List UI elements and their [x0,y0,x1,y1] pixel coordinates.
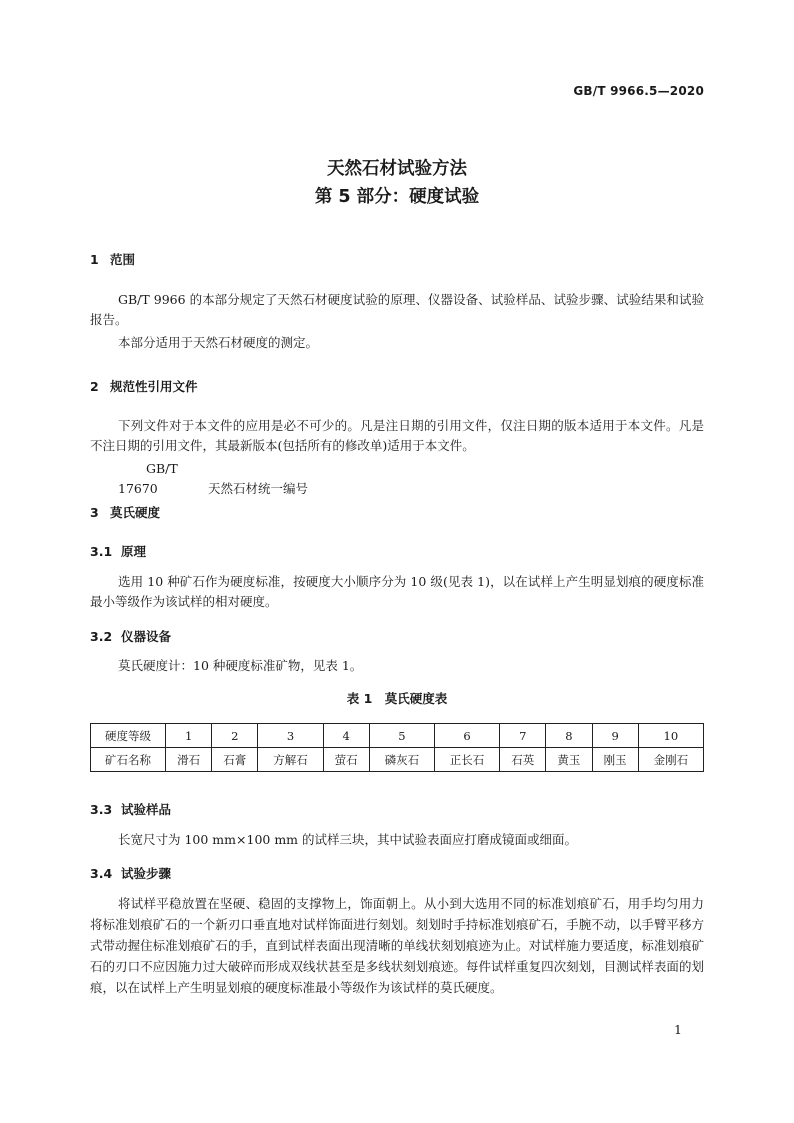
table-cell: 4 [323,724,369,748]
table-cell: 7 [500,724,546,748]
section-3-4-heading [90,864,171,882]
section-title: 仪器设备 [121,629,172,644]
section-number: 3.1 [90,544,113,559]
section-title: 莫氏硬度 [110,505,161,520]
table-cell: 金刚石 [638,748,703,772]
section-number: 3.2 [90,629,113,644]
table-cell: 刚玉 [592,748,638,772]
section-title: 规范性引用文件 [110,379,198,394]
table-cell: 10 [638,724,703,748]
table-cell: 2 [212,724,258,748]
section-3-heading [90,503,160,521]
section-number: 3.3 [90,802,113,817]
standard-code: GB/T 9966.5—2020 [573,84,704,98]
section-3-1-heading [90,542,146,560]
table-cell: 3 [258,724,323,748]
table-cell: 黄玉 [546,748,592,772]
section-title: 试验步骤 [121,866,172,881]
table-cell: 磷灰石 [369,748,434,772]
table-cell: 石膏 [212,748,258,772]
section-number: 1 [90,252,99,267]
section-number: 2 [90,379,99,394]
section-title: 范围 [110,252,136,267]
section-3-3-heading [90,800,171,818]
section-1-paragraph-1: GB/T 9966 的本部分规定了天然石材硬度试验的原理、仪器设备、试验样品、试验步骤、试验结果和试验报告。 [90,292,704,327]
table-row-label: 矿石名称 [91,748,166,772]
table-cell: 5 [369,724,434,748]
table-cell: 石英 [500,748,546,772]
section-3-4-paragraph: 将试样平稳放置在坚硬、稳固的支撑物上，饰面朝上。从小到大选用不同的标准划痕矿石，用手均匀用力将标准划痕矿石的一个新刃口垂直地对试样饰面进行刻划。刻划时手持标准划痕矿石，手腕不动，以手臂平移方式带动握住标准划痕矿石的手，直到试样表面出现清晰的单线状刻划痕迹为止。对试样施力要适度，标准划痕矿石的刃口不应因施力过大破碎而形成双线状甚至是多线状刻划痕迹。每件试样重复四次刻划，目测试样表面的划痕，以在试样上产生明显划痕的硬度标准最小等级作为该试样的莫氏硬度。 [90,896,704,995]
reference-code: GB/T 17670 [118,461,178,496]
section-1-paragraph-2: 本部分适用于天然石材硬度的测定。 [118,335,319,350]
document-subtitle: 第 5 部分：硬度试验 [314,187,480,207]
table-cell: 方解石 [258,748,323,772]
table-cell: 滑石 [166,748,212,772]
table-row-label: 硬度等级 [91,724,166,748]
section-number: 3 [90,505,99,520]
section-2-paragraph-1: 下列文件对于本文件的应用是必不可少的。凡是注日期的引用文件，仅注日期的版本适用于本文件。凡是不注日期的引用文件，其最新版本(包括所有的修改单)适用于本文件。 [90,418,704,453]
document-title: 天然石材试验方法 [327,159,467,179]
reference-title: 天然石材统一编号 [208,481,309,496]
page-number: 1 [674,1022,682,1037]
section-3-1-paragraph: 选用 10 种矿石作为硬度标准，按硬度大小顺序分为 10 级(见表 1)，以在试样上产生明显划痕的硬度标准最小等级作为该试样的相对硬度。 [90,574,704,609]
section-1-heading [90,250,135,268]
table-cell: 1 [166,724,212,748]
section-title: 试验样品 [121,802,172,817]
section-number: 3.4 [90,866,113,881]
section-title: 原理 [121,544,147,559]
table-caption: 表 1 莫氏硬度表 [346,691,448,706]
table-row-minerals [91,748,704,772]
section-3-2-heading [90,627,171,645]
mohs-hardness-table [90,723,704,772]
normative-reference [90,459,704,499]
table-cell: 正长石 [434,748,499,772]
section-3-2-paragraph: 莫氏硬度计：10 种硬度标准矿物，见表 1。 [118,658,363,673]
table-row-grades [91,724,704,748]
table-cell: 8 [546,724,592,748]
table-cell: 6 [434,724,499,748]
table-cell: 萤石 [323,748,369,772]
section-2-heading [90,377,198,395]
table-cell: 9 [592,724,638,748]
section-3-3-paragraph: 长宽尺寸为 100 mm×100 mm 的试样三块，其中试验表面应打磨成镜面或细面。 [118,832,577,847]
